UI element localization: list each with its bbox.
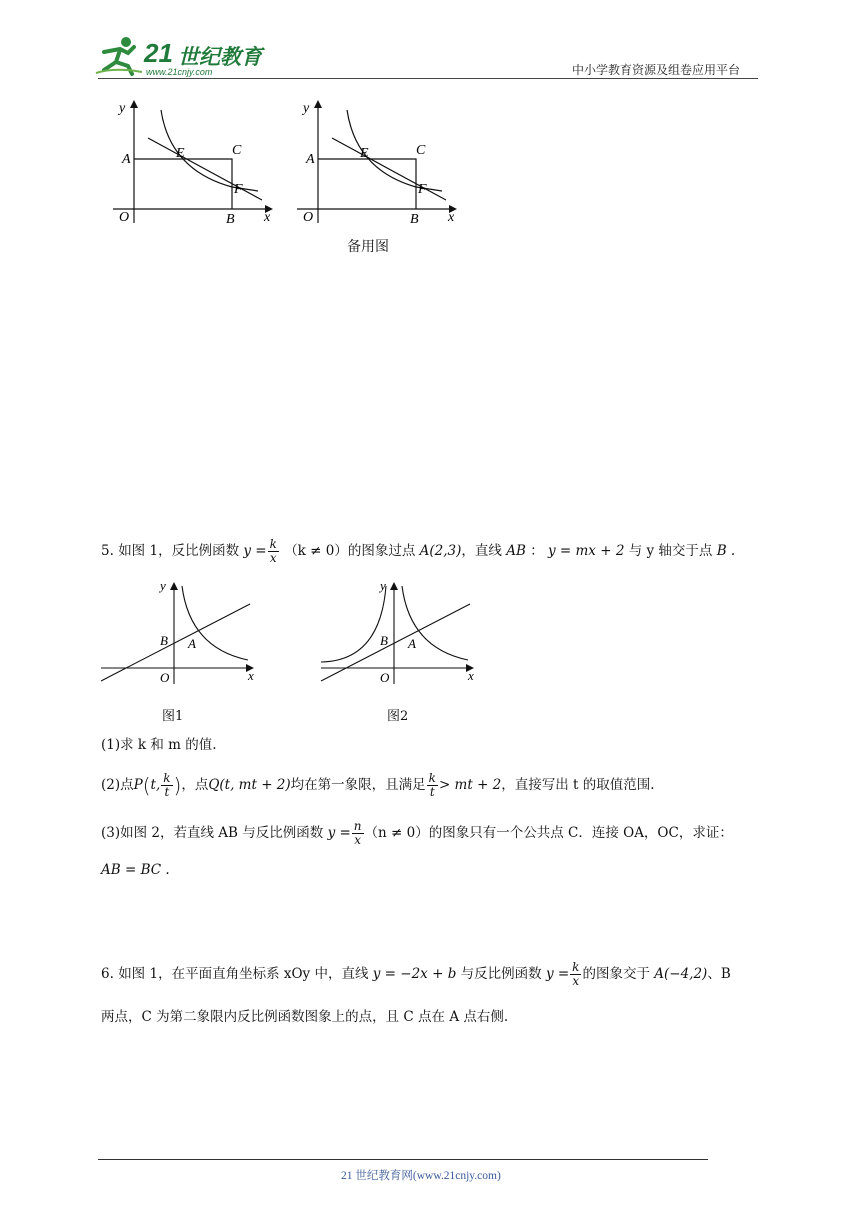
svg-text:O: O bbox=[380, 670, 390, 685]
fig-label-y: y bbox=[303, 101, 310, 116]
fig-label-O: O bbox=[119, 210, 130, 225]
svg-text:y: y bbox=[160, 578, 166, 593]
q5-func: y = bbox=[243, 543, 267, 559]
header-divider bbox=[98, 78, 758, 79]
header-logo bbox=[94, 36, 264, 80]
fig-label-x: x bbox=[448, 210, 455, 225]
svg-text:B: B bbox=[380, 633, 388, 648]
q5-part2: (2)点P(t, $\frac{k}{t}$ )，点Q(t, mt + 2)均在第一象限，且满足 $\frac{k}{t}$ > mt + 2，直接写出 t 的取值范围. bbox=[101, 771, 655, 799]
fig-label-E: E bbox=[360, 146, 369, 161]
q6-line1: 6. 如图 1，在平面直角坐标系 xOy 中，直线 y = −2x + b 与反比例函数 y = $\frac{k}{x}$ 的图象交于 A(−4,2)、B bbox=[101, 960, 731, 988]
backup-figure-caption: 备用图 bbox=[347, 239, 389, 255]
top-figure-main bbox=[108, 95, 278, 230]
logo-number: 21 bbox=[144, 38, 173, 68]
header-platform-text: 中小学教育资源及组卷应用平台 bbox=[572, 63, 741, 77]
fig-label-C: C bbox=[416, 143, 426, 158]
footer-divider bbox=[98, 1159, 708, 1160]
svg-text:A: A bbox=[188, 636, 196, 651]
svg-text:x: x bbox=[468, 668, 474, 683]
svg-text:y: y bbox=[380, 578, 386, 593]
fig-label-C: C bbox=[232, 143, 242, 158]
q5-part3: (3)如图 2，若直线 AB 与反比例函数 y = $\frac{n}{x}$ （n ≠ 0）的图象只有一个公共点 C．连接 OA，OC，求证： bbox=[101, 819, 733, 847]
q5-stem bbox=[101, 538, 735, 565]
fig-label-E: E bbox=[176, 146, 185, 161]
q5-fig1-caption: 图1 bbox=[162, 709, 184, 724]
fig-label-B: B bbox=[226, 212, 235, 227]
q5-point-B: B . bbox=[716, 543, 736, 559]
logo-cn-text: 世纪教育 bbox=[178, 46, 262, 69]
q5-figure-2 bbox=[318, 576, 483, 688]
q5-number: 5. bbox=[101, 543, 114, 559]
svg-text:A: A bbox=[408, 636, 416, 651]
fig-label-B: B bbox=[410, 212, 419, 227]
fig-label-y: y bbox=[119, 101, 126, 116]
top-figure-backup bbox=[292, 95, 462, 230]
q5-fraction: $\frac{k}{x}$ bbox=[269, 537, 277, 565]
fig-label-F: F bbox=[418, 182, 427, 197]
q5-line-name: AB bbox=[506, 543, 526, 559]
q5-part1: (1)求 k 和 m 的值. bbox=[101, 737, 217, 753]
fig-label-F: F bbox=[234, 182, 243, 197]
q5-intro-c: 与 y 轴交于点 bbox=[628, 543, 713, 559]
svg-text:O: O bbox=[160, 670, 170, 685]
footer-text[interactable]: 21 世纪教育网(www.21cnjy.com) bbox=[341, 1170, 501, 1182]
q5-figure-1 bbox=[98, 576, 263, 688]
svg-text:B: B bbox=[160, 633, 168, 648]
q5-intro-b: ，直线 bbox=[461, 543, 502, 559]
q5-intro-a: 如图 1，反比例函数 bbox=[118, 543, 240, 559]
q5-cond: （k ≠ 0）的图象过点 bbox=[284, 543, 416, 559]
fig-label-O: O bbox=[303, 210, 314, 225]
logo-url: www.21cnjy.com bbox=[146, 67, 213, 77]
fig-label-A: A bbox=[306, 152, 315, 167]
runner-logo-icon bbox=[94, 36, 146, 76]
q5-part3-conclusion: AB = BC . bbox=[101, 862, 170, 878]
fig-label-A: A bbox=[122, 152, 131, 167]
q6-line2: 两点，C 为第二象限内反比例函数图象上的点，且 C 点在 A 点右侧. bbox=[101, 1009, 509, 1025]
fig-label-x: x bbox=[264, 210, 271, 225]
q5-point-A: A(2,3) bbox=[419, 543, 462, 559]
svg-text:x: x bbox=[248, 668, 254, 683]
q5-fig2-caption: 图2 bbox=[387, 709, 409, 724]
q5-line-eq: y = mx + 2 bbox=[547, 543, 625, 559]
q5-colon: ： bbox=[530, 543, 544, 559]
